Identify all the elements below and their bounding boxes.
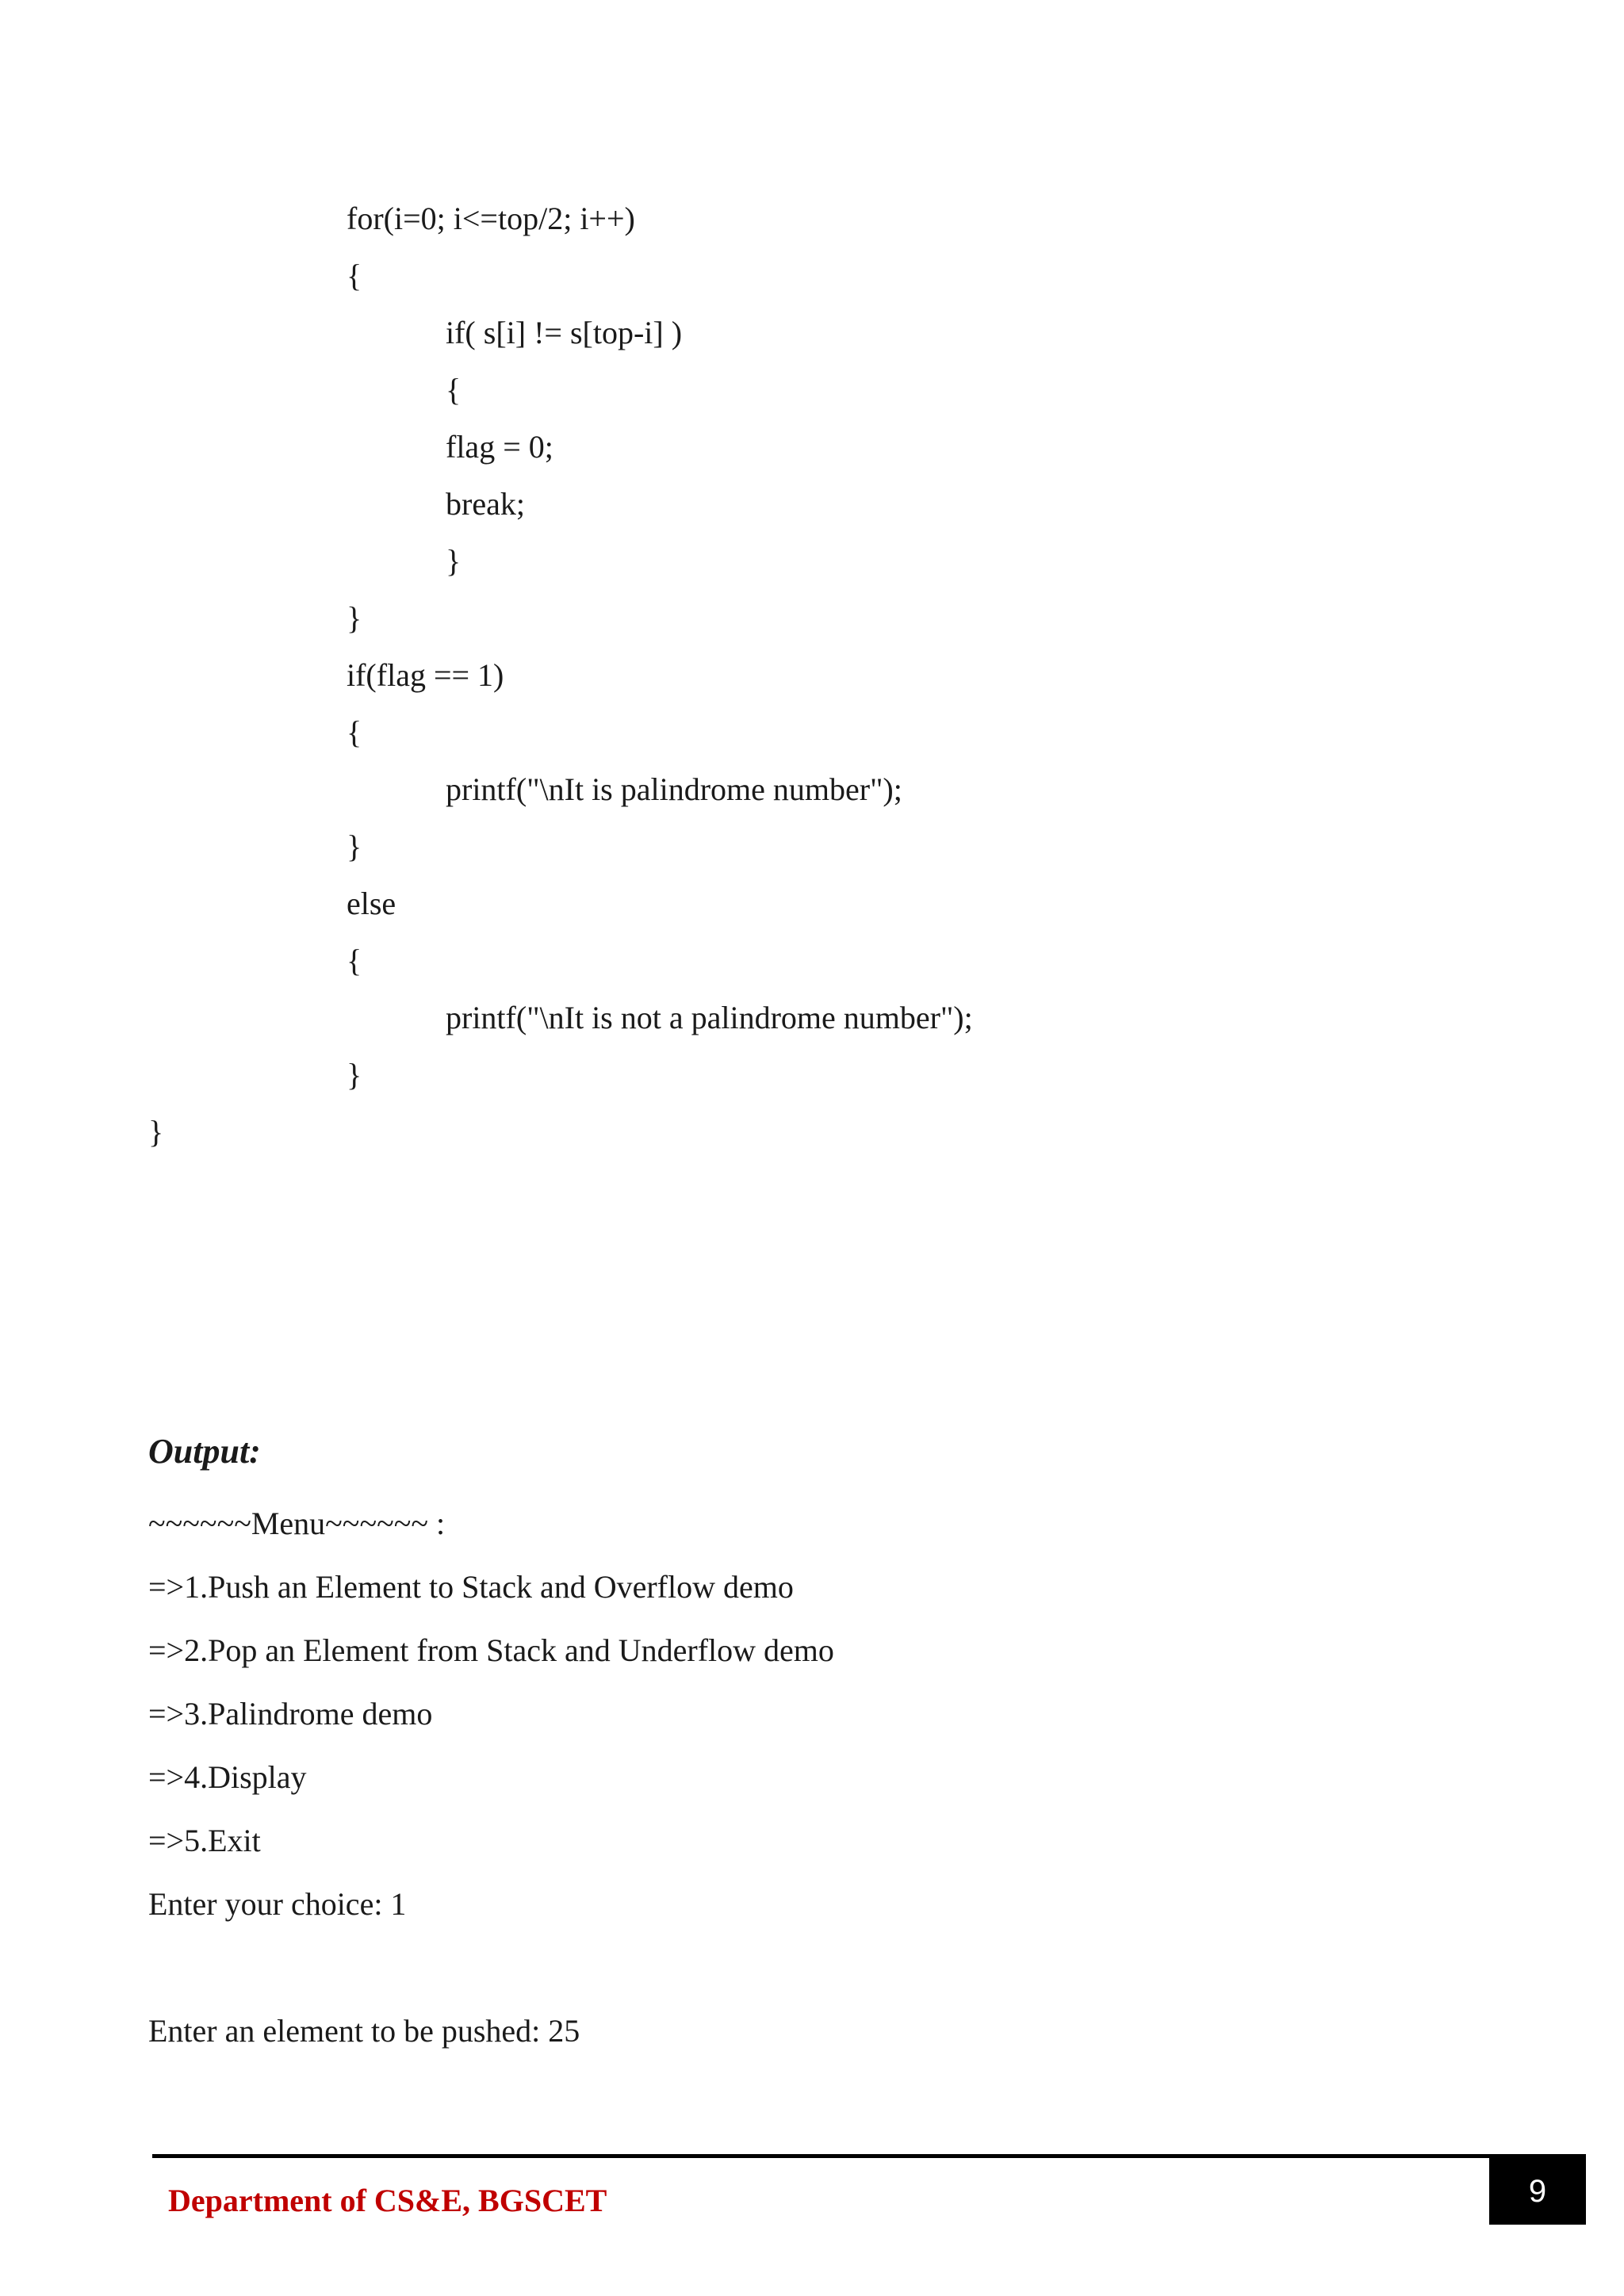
code-line: { <box>347 258 362 293</box>
page-number: 9 <box>1528 2173 1547 2209</box>
output-line: =>4.Display <box>148 1759 307 1795</box>
code-line: printf("\nIt is not a palindrome number"); <box>446 1000 973 1035</box>
code-line: { <box>347 714 362 750</box>
code-line: { <box>446 372 462 408</box>
code-line: } <box>347 1057 362 1093</box>
code-line: if( s[i] != s[top-i] ) <box>446 315 683 350</box>
output-line: =>1.Push an Element to Stack and Overflow demo <box>148 1569 794 1605</box>
code-line: } <box>446 543 462 579</box>
footer-department: Department of CS&E, BGSCET <box>168 2183 607 2218</box>
footer-divider <box>152 2154 1586 2158</box>
code-line: { <box>347 943 362 978</box>
code-line: } <box>347 600 362 636</box>
code-line: } <box>148 1114 164 1150</box>
output-line: =>3.Palindrome demo <box>148 1696 433 1732</box>
page-number-box <box>1489 2158 1586 2225</box>
code-line: else <box>347 886 396 921</box>
code-line: if(flag == 1) <box>347 657 504 693</box>
code-line: printf("\nIt is palindrome number"); <box>446 771 902 807</box>
code-line: } <box>347 828 362 864</box>
output-line: =>2.Pop an Element from Stack and Underflow demo <box>148 1632 834 1668</box>
output-heading: Output: <box>148 1432 261 1471</box>
code-line: break; <box>446 486 525 522</box>
code-line: flag = 0; <box>446 429 553 465</box>
output-line: Enter an element to be pushed: 25 <box>148 2013 580 2049</box>
output-line: =>5.Exit <box>148 1823 261 1858</box>
output-line: ~~~~~~Menu~~~~~~ : <box>148 1506 446 1541</box>
output-line: Enter your choice: 1 <box>148 1886 407 1922</box>
code-line: for(i=0; i<=top/2; i++) <box>347 201 635 236</box>
